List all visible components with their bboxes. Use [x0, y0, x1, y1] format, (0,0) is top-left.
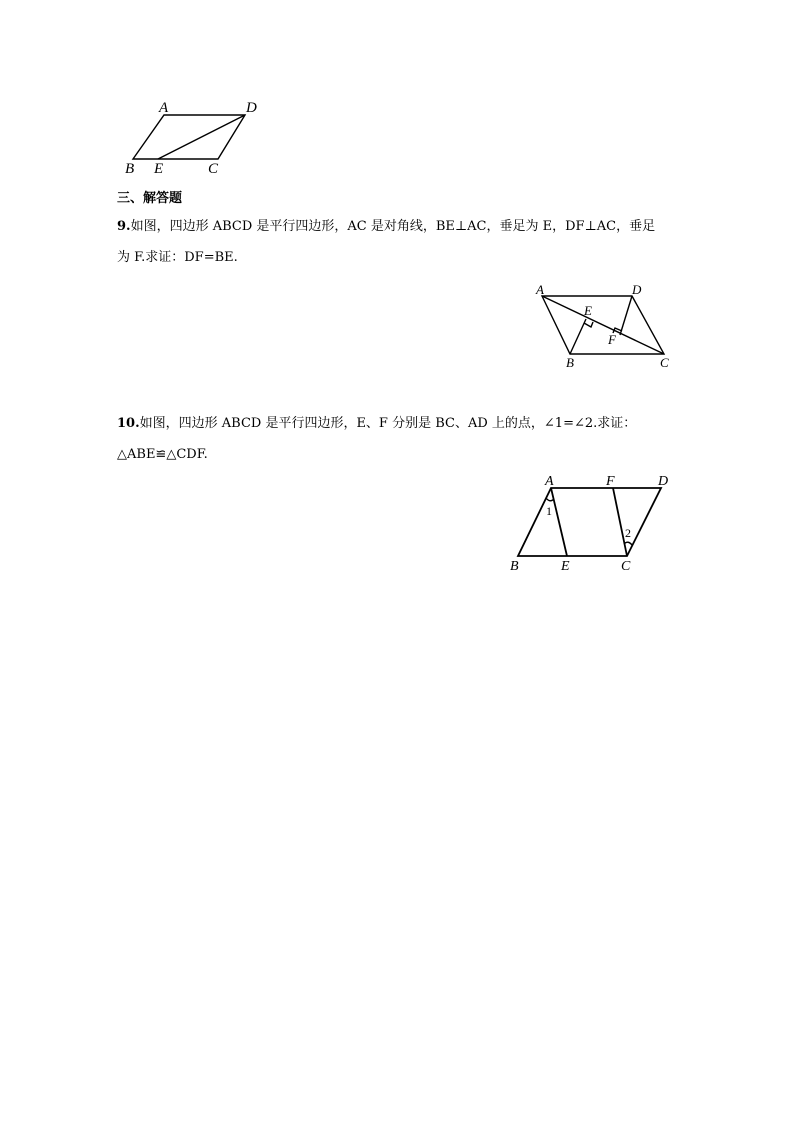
q10-label-f: F — [606, 474, 615, 489]
q9-number: 9. — [117, 219, 131, 234]
q9-label-a: A — [536, 282, 544, 297]
q10-parallelogram — [518, 488, 661, 556]
q10-label-e: E — [561, 559, 570, 574]
q10-label-c: C — [621, 559, 631, 574]
q9-label-d: D — [632, 282, 642, 297]
q10-label-angle-2: 2 — [625, 526, 631, 540]
q9-label-f: F — [608, 332, 616, 347]
q9-text-line1: 如图，四边形 ABCD 是平行四边形，AC 是对角线，BE⊥AC，垂足为 E，DF⊥AC，垂足 — [130, 219, 656, 234]
q10-label-a: A — [545, 474, 554, 489]
q10-text-line2: △ABE≌△CDF. — [117, 447, 208, 462]
q10-number: 10. — [117, 416, 140, 431]
q10-label-d: D — [658, 474, 669, 489]
top-label-a: A — [159, 100, 169, 116]
top-label-b: B — [125, 161, 135, 177]
q10-label-angle-1: 1 — [546, 504, 552, 518]
q9-label-c: C — [660, 355, 669, 370]
q10-segment-cf — [613, 488, 627, 556]
q9-text-line2: 为 F.求证：DF=BE. — [117, 250, 238, 265]
top-label-d: D — [246, 100, 257, 116]
q9-label-e: E — [584, 303, 592, 318]
q10-label-b: B — [510, 559, 519, 574]
section-heading: 三、解答题 — [117, 191, 183, 206]
top-label-c: C — [208, 161, 219, 177]
q9-label-b: B — [566, 355, 574, 370]
q10-segment-ae — [551, 488, 567, 556]
top-label-e: E — [154, 161, 164, 177]
q10-text-line1: 如图，四边形 ABCD 是平行四边形，E、F 分别是 BC、AD 上的点，∠1=∠2.求证： — [139, 416, 637, 431]
